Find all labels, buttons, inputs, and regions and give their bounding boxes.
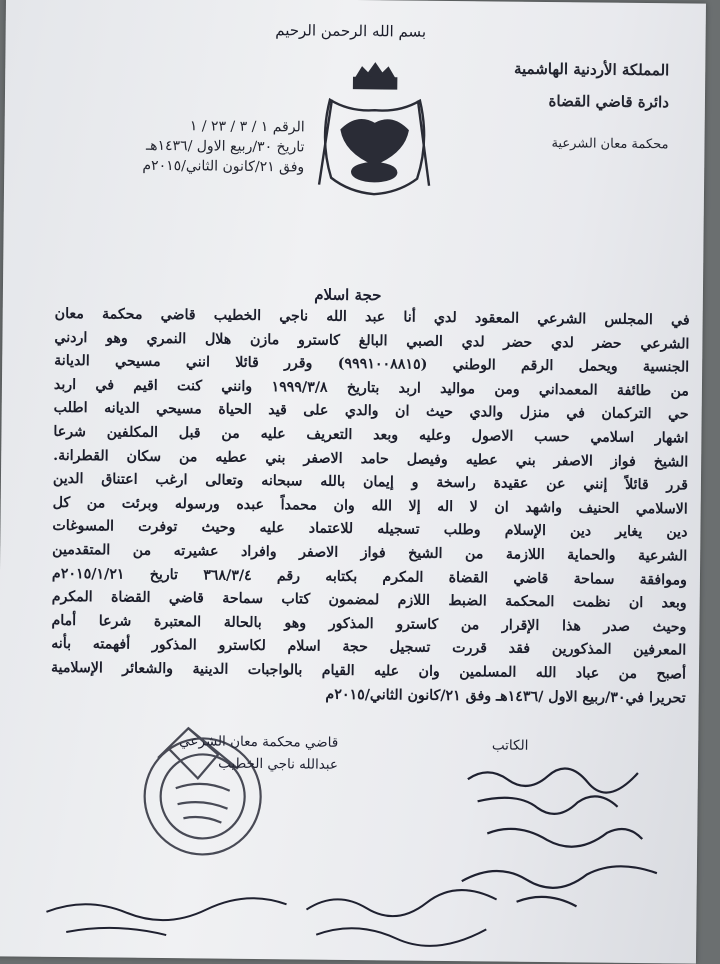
issuer-header — [513, 60, 669, 167]
body-line: اشهار اسلامي حسب الاصول وعليه وبعد التعريف عليه من قبل المكلفين شرعا — [53, 423, 689, 447]
body-line: أصبح من عباد الله المسلمين وان عليه القيام بالواجبات الدينية والشعائر الإسلامية — [50, 659, 687, 683]
body-line: من طائفة المعمداني ومن مواليد اربد بتاريخ ١٩٩٩/٣/٨ وانني كنت اقيم في اربد — [53, 376, 690, 400]
body-line: قرر قائلاً إنني عن عقيدة راسخة و إيمان بالله سبحانه وتعالى ارغب اعتناق الدين — [52, 471, 689, 494]
document-body — [51, 303, 690, 711]
clerk-label: الكاتب — [491, 737, 529, 754]
reference-block — [142, 116, 305, 177]
kingdom-name: المملكة الأردنية الهاشمية — [513, 59, 670, 80]
convert-signature-icon — [36, 882, 297, 945]
judge-title: قاضي محكمة معان الشرعي — [179, 733, 339, 751]
body-line: في المجلس الشرعي المعقود لدي أنا عبد الله ناجي الخطيب قاضي محكمة معان — [54, 305, 690, 329]
judge-name: عبدالله ناجي الخطيب — [218, 755, 339, 773]
body-line: وموافقة سماحة قاضي القضاة المكرم بكتابه رقم ٣٦٨/٣/٤ تاريخ ٢٠١٥/١/٢١م — [51, 565, 688, 589]
body-line: الشرعية والحماية اللازمة من الشيخ فواز الاصفر وافراد عشيرته من المتقدمين — [52, 541, 688, 565]
body-line: حي التركمان في منزل والدي حيث ان والدي على قيد الحياة مسيحي الديانه اطلب — [53, 400, 689, 423]
reference-number: الرقم ١ / ٣ / ٢٣ / ١ — [189, 118, 305, 136]
jordan-coat-of-arms-icon — [309, 60, 440, 201]
body-line: الشيخ فواز الاصفر بني عطيه وفيصل حامد الاصفر بني عطيه من سكان القطرانة. — [53, 447, 689, 471]
body-line: وبعد ان نظمت المحكمة الضبط اللازم لمضمون كتاب سماحة قاضي القضاة المكرم — [51, 588, 687, 612]
body-line: الشرعي حضر لدي حضر لدي الصبي البالغ كاسترو مازن هلال النمري وهو اردني — [54, 329, 690, 353]
department-name: دائرة قاضي القضاة — [548, 92, 670, 112]
court-name: محكمة معان الشرعية — [551, 136, 669, 153]
body-line: الاسلامي الحنيف واشهد ان لا اله إلا الله وان محمداً عبده ورسوله وبرئت من كل — [52, 494, 688, 518]
body-line: الجنسية ويحمل الرقم الوطني (٩٩٩١٠٠٨٨١٥) وقرر قائلا انني مسيحي الديانة — [54, 353, 690, 376]
body-line: دين يغاير دين الإسلام وطلب تسجيله للاعتماد عليه وحيث توفرت المسوغات — [52, 518, 688, 541]
body-line: وحيث صدر هذا الإقرار من كاسترو المذكور وهو بالحالة المعتبرة شرعا أمام — [51, 612, 687, 636]
basmala: بسم الله الرحمن الرحيم — [275, 21, 427, 41]
hijri-date: تاريخ ٣٠/ربيع الاول /١٤٣٦هـ — [145, 137, 305, 156]
body-line: المعرفين المذكورين فقد قررت تسجيل حجة اسلام لكاسترو المذكور أفهمته بأنه — [51, 636, 687, 659]
document-title: حجة اسلام — [314, 285, 382, 305]
gregorian-date: وفق ٢١/كانون الثاني/٢٠١٥م — [142, 157, 305, 176]
court-stamp-icon — [127, 718, 279, 870]
witness-signature-icon — [296, 879, 537, 952]
body-line: تحريرا في٣٠/ربيع الاول /١٤٣٦هـ وفق ٢١/كانون الثاني/٢٠١٥م — [325, 686, 686, 706]
